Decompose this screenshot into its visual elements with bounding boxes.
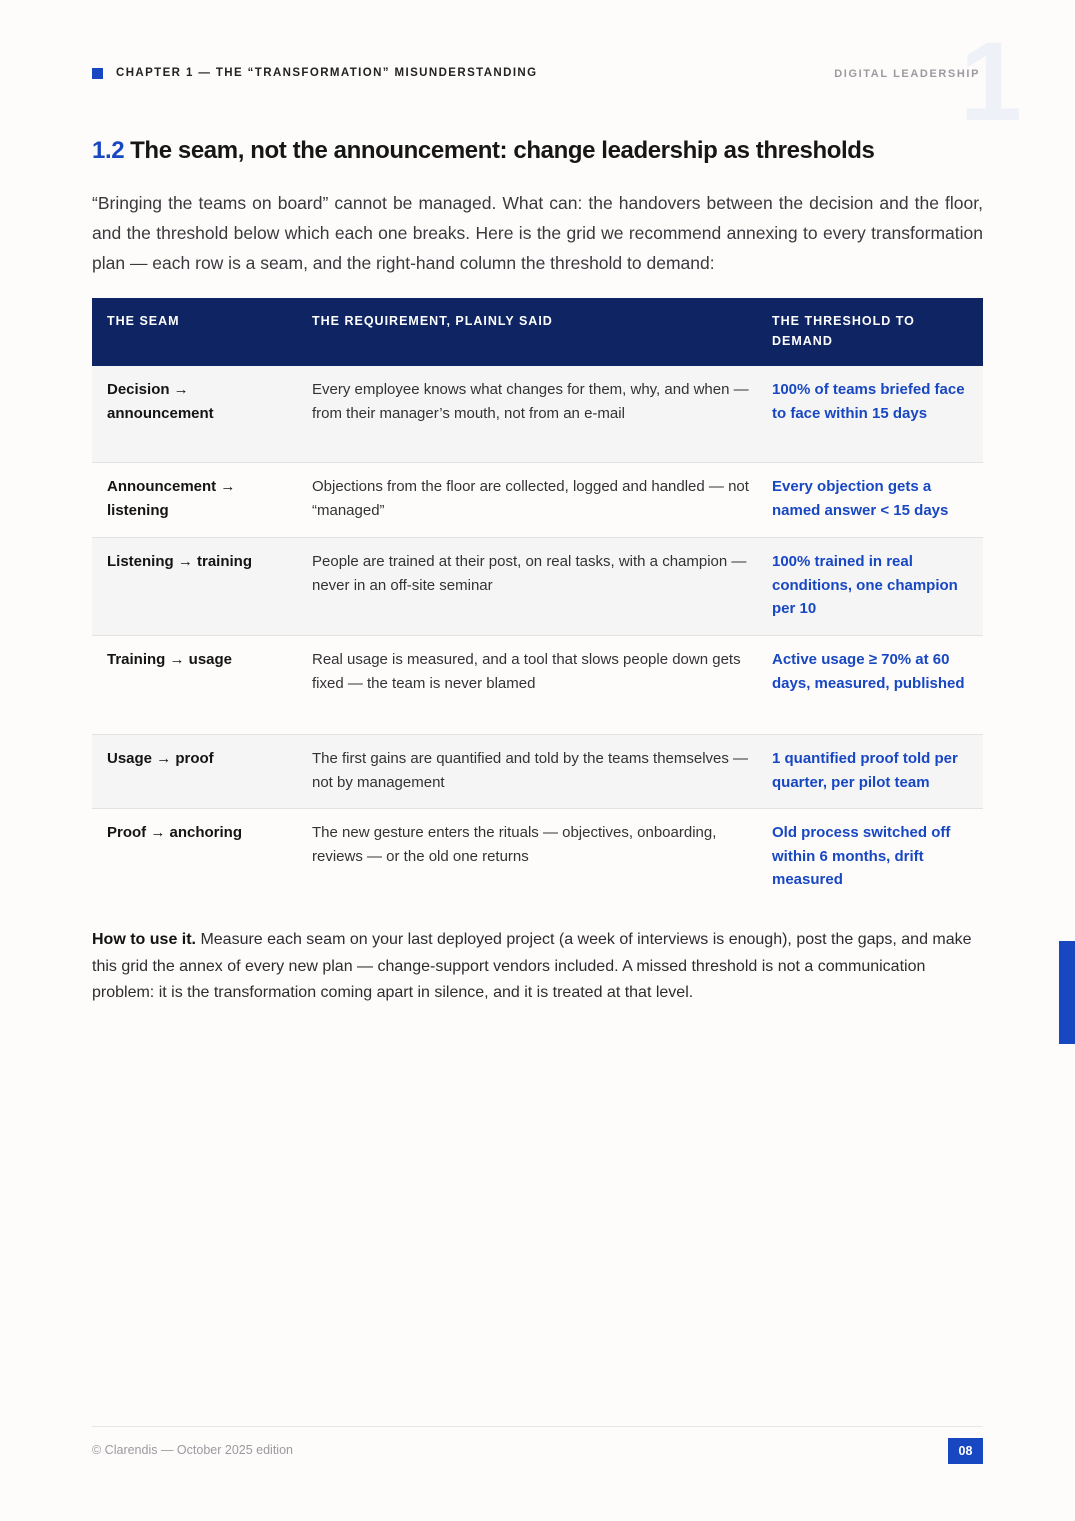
section-title <box>92 137 874 165</box>
table-row <box>92 463 983 538</box>
seam-cell: Listening → training <box>107 553 252 570</box>
table-row <box>92 636 983 735</box>
table-row <box>92 366 983 463</box>
requirement-cell: The first gains are quantified and told by the teams themselves — not by management <box>312 750 749 791</box>
how-to-use-lead: How to use it. <box>92 931 196 948</box>
seam-cell: Usage → proof <box>107 750 214 767</box>
chapter-digit-text: 1 <box>959 19 1022 144</box>
seam-cell: Proof → anchoring <box>107 824 242 841</box>
threshold-table <box>92 298 983 905</box>
threshold-cell: 1 quantified proof told per quarter, per pilot team <box>772 750 958 791</box>
footer-copyright: © Clarendis — October 2025 edition <box>92 1443 293 1457</box>
requirement-cell: People are trained at their post, on real tasks, with a champion — never in an off-site seminar <box>312 553 747 594</box>
header-threshold: THE THRESHOLD TO DEMAND <box>772 314 915 348</box>
header-requirement: THE REQUIREMENT, PLAINLY SAID <box>312 314 553 328</box>
chapter-side-tab <box>1059 941 1075 1044</box>
threshold-cell: Old process switched off within 6 months, drift measured <box>772 824 951 888</box>
requirement-cell: Every employee knows what changes for them, why, and when — from their manager’s mouth, not from an e-mail <box>312 381 749 422</box>
seam-cell: Training → usage <box>107 651 233 668</box>
header-square-marker <box>92 68 103 79</box>
threshold-cell: Every objection gets a named answer < 15 days <box>772 478 949 519</box>
page-number-badge: 08 <box>948 1438 983 1464</box>
section-title-text: The seam, not the announcement: change leadership as thresholds <box>130 137 875 164</box>
how-to-use-body: Measure each seam on your last deployed project (a week of interviews is enough), post the gaps, and make this grid the annex of every new plan — change-support vendors included. A missed threshold is not a communication problem: it is the transformation coming apart in silence, and it is treated at that level. <box>92 931 972 1001</box>
requirement-cell: Objections from the floor are collected, logged and handled — not “managed” <box>312 478 749 519</box>
table-row <box>92 538 983 636</box>
table-row <box>92 735 983 809</box>
how-to-use-paragraph <box>92 927 983 1007</box>
seam-cell: Decision → announcement <box>107 381 214 422</box>
chapter-number-watermark <box>959 19 1022 144</box>
threshold-cell: Active usage ≥ 70% at 60 days, measured, published <box>772 651 965 692</box>
threshold-cell: 100% trained in real conditions, one champion per 10 <box>772 553 958 617</box>
footer-divider <box>92 1426 983 1427</box>
header-seam: THE SEAM <box>107 314 180 328</box>
requirement-cell: Real usage is measured, and a tool that slows people down gets fixed — the team is never blamed <box>312 651 741 692</box>
table-row <box>92 809 983 905</box>
publication-label: DIGITAL LEADERSHIP <box>834 68 980 80</box>
seam-cell: Announcement → listening <box>107 478 236 519</box>
intro-paragraph: “Bringing the teams on board” cannot be managed. What can: the handovers between the decision and the floor, and the threshold below which each one breaks. Here is the grid we recommend annexing to every transformation plan — each row is a seam, and the right-hand column the threshold to demand: <box>92 193 983 273</box>
requirement-cell: The new gesture enters the rituals — objectives, onboarding, reviews — or the old one returns <box>312 824 717 865</box>
table-header <box>92 298 983 366</box>
running-header <box>92 66 982 82</box>
section-number: 1.2 <box>92 137 125 164</box>
chapter-label: CHAPTER 1 — THE “TRANSFORMATION” MISUNDERSTANDING <box>116 67 538 79</box>
threshold-cell: 100% of teams briefed face to face within 15 days <box>772 381 965 422</box>
